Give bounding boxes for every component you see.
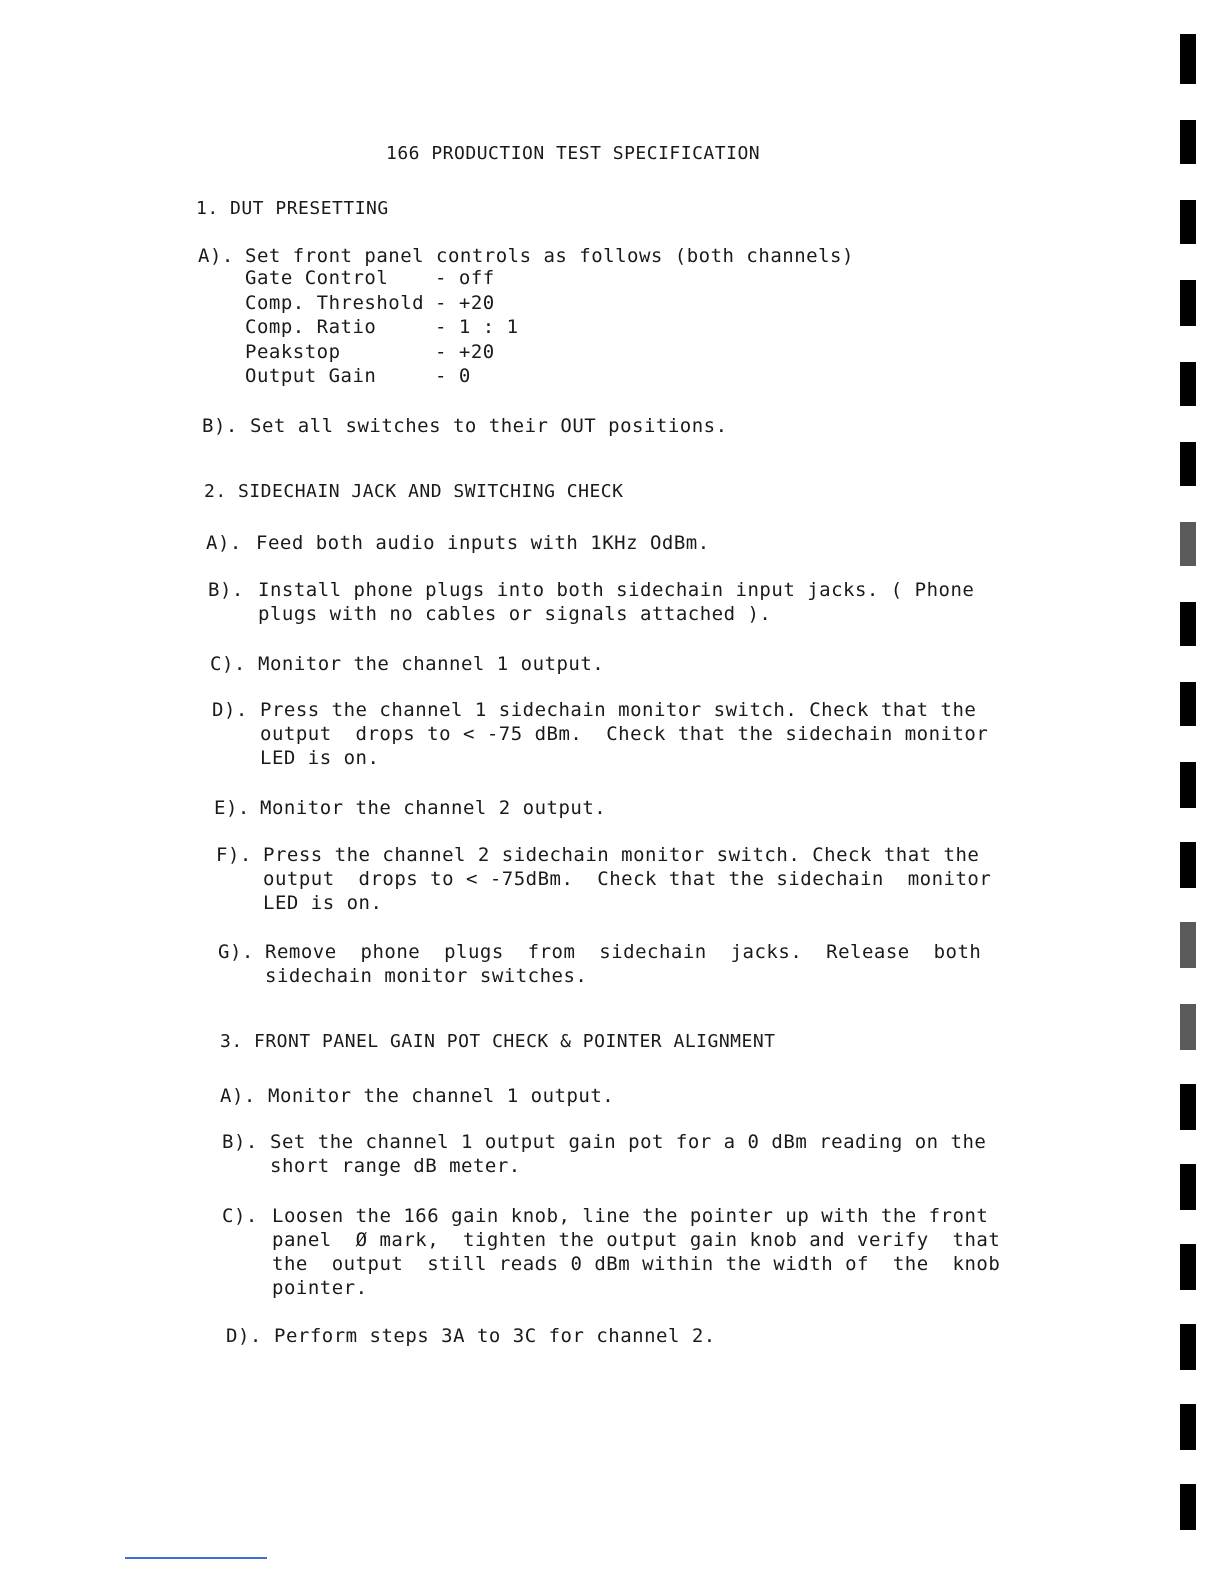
step-text-line: Loosen the 166 gain knob, line the pointer up with the front xyxy=(272,1205,989,1227)
margin-mark xyxy=(1180,1004,1196,1050)
control-name: Peakstop xyxy=(245,340,341,363)
step-text-line: the output still reads 0 dBm within the width of the knob xyxy=(272,1253,1001,1275)
margin-mark xyxy=(1180,1324,1196,1370)
step-text-line: Install phone plugs into both sidechain input jacks. ( Phone xyxy=(258,579,975,601)
control-value: - +20 xyxy=(435,291,495,314)
control-value: - off xyxy=(435,267,495,289)
section-2-heading: 2. SIDECHAIN JACK AND SWITCHING CHECK xyxy=(204,481,624,502)
step-text-line: panel Ø mark, tighten the output gain knob and verify that xyxy=(272,1229,1001,1251)
margin-mark xyxy=(1180,200,1196,244)
margin-mark xyxy=(1180,442,1196,486)
control-row xyxy=(245,315,519,340)
step-text-line: Monitor the channel 1 output. xyxy=(258,653,605,675)
step-text-line: short range dB meter. xyxy=(270,1155,521,1177)
control-row xyxy=(245,340,519,365)
step-marker: B). xyxy=(208,579,244,601)
section-1-heading: 1. DUT PRESETTING xyxy=(196,198,389,219)
step-text-line: Set the channel 1 output gain pot for a 0 dBm reading on the xyxy=(270,1131,987,1153)
step-text-line: plugs with no cables or signals attached ). xyxy=(258,603,772,625)
step-text-line: output drops to < -75dBm. Check that the sidechain monitor xyxy=(263,868,992,890)
margin-mark xyxy=(1180,1164,1196,1210)
control-row xyxy=(245,291,519,316)
step-marker: B). xyxy=(202,415,238,437)
step-text-line: Perform steps 3A to 3C for channel 2. xyxy=(274,1325,716,1347)
footer-rule xyxy=(125,1557,267,1559)
step-marker: G). xyxy=(218,941,254,963)
control-row xyxy=(245,266,519,291)
margin-mark xyxy=(1180,34,1196,84)
step-marker: B). xyxy=(222,1131,258,1153)
step-text-line: Press the channel 1 sidechain monitor switch. Check that the xyxy=(260,699,977,721)
margin-mark xyxy=(1180,280,1196,326)
step-text-line: Monitor the channel 1 output. xyxy=(268,1085,615,1107)
step-marker: C). xyxy=(222,1205,258,1227)
step-marker: A). xyxy=(198,245,234,267)
step-text-line: pointer. xyxy=(272,1277,368,1299)
margin-mark xyxy=(1180,1484,1196,1530)
step-text-line: LED is on. xyxy=(263,892,383,914)
control-name: Comp. Ratio xyxy=(245,316,377,338)
margin-mark xyxy=(1180,842,1196,888)
step-text-line: sidechain monitor switches. xyxy=(265,965,588,987)
control-name: Output Gain xyxy=(245,365,377,387)
margin-mark xyxy=(1180,602,1196,646)
control-settings-table xyxy=(245,266,519,389)
step-text-line: Monitor the channel 2 output. xyxy=(260,797,607,819)
control-name: Comp. Threshold xyxy=(245,291,425,314)
page-title: 166 PRODUCTION TEST SPECIFICATION xyxy=(386,143,761,164)
section-3-heading: 3. FRONT PANEL GAIN POT CHECK & POINTER ALIGNMENT xyxy=(220,1031,776,1052)
margin-mark xyxy=(1180,762,1196,808)
step-text-line: Set all switches to their OUT positions. xyxy=(250,415,728,437)
step-text-line: output drops to < -75 dBm. Check that the sidechain monitor xyxy=(260,723,989,745)
margin-mark xyxy=(1180,362,1196,406)
step-marker: E). xyxy=(214,797,250,819)
step-marker: C). xyxy=(210,653,246,675)
step-marker: A). xyxy=(206,532,242,554)
control-row xyxy=(245,364,519,389)
control-value: - 0 xyxy=(435,365,471,387)
margin-mark xyxy=(1180,1404,1196,1450)
margin-mark xyxy=(1180,1084,1196,1130)
step-marker: D). xyxy=(226,1325,262,1347)
control-value: - 1 : 1 xyxy=(435,316,519,338)
margin-mark xyxy=(1180,922,1196,968)
margin-mark xyxy=(1180,1244,1196,1290)
margin-mark xyxy=(1180,120,1196,164)
step-text-line: Feed both audio inputs with 1KHz OdBm. xyxy=(256,532,710,554)
step-text-line: Remove phone plugs from sidechain jacks. Release both xyxy=(265,941,982,963)
control-name: Gate Control xyxy=(245,267,389,289)
step-marker: A). xyxy=(220,1085,256,1107)
margin-mark xyxy=(1180,522,1196,566)
step-text-line: Press the channel 2 sidechain monitor switch. Check that the xyxy=(263,844,980,866)
step-marker: D). xyxy=(212,699,248,721)
margin-mark xyxy=(1180,682,1196,726)
control-value: - +20 xyxy=(435,340,495,363)
step-text-line: Set front panel controls as follows (both channels) xyxy=(245,245,854,267)
step-text-line: LED is on. xyxy=(260,747,380,769)
step-marker: F). xyxy=(216,844,252,866)
